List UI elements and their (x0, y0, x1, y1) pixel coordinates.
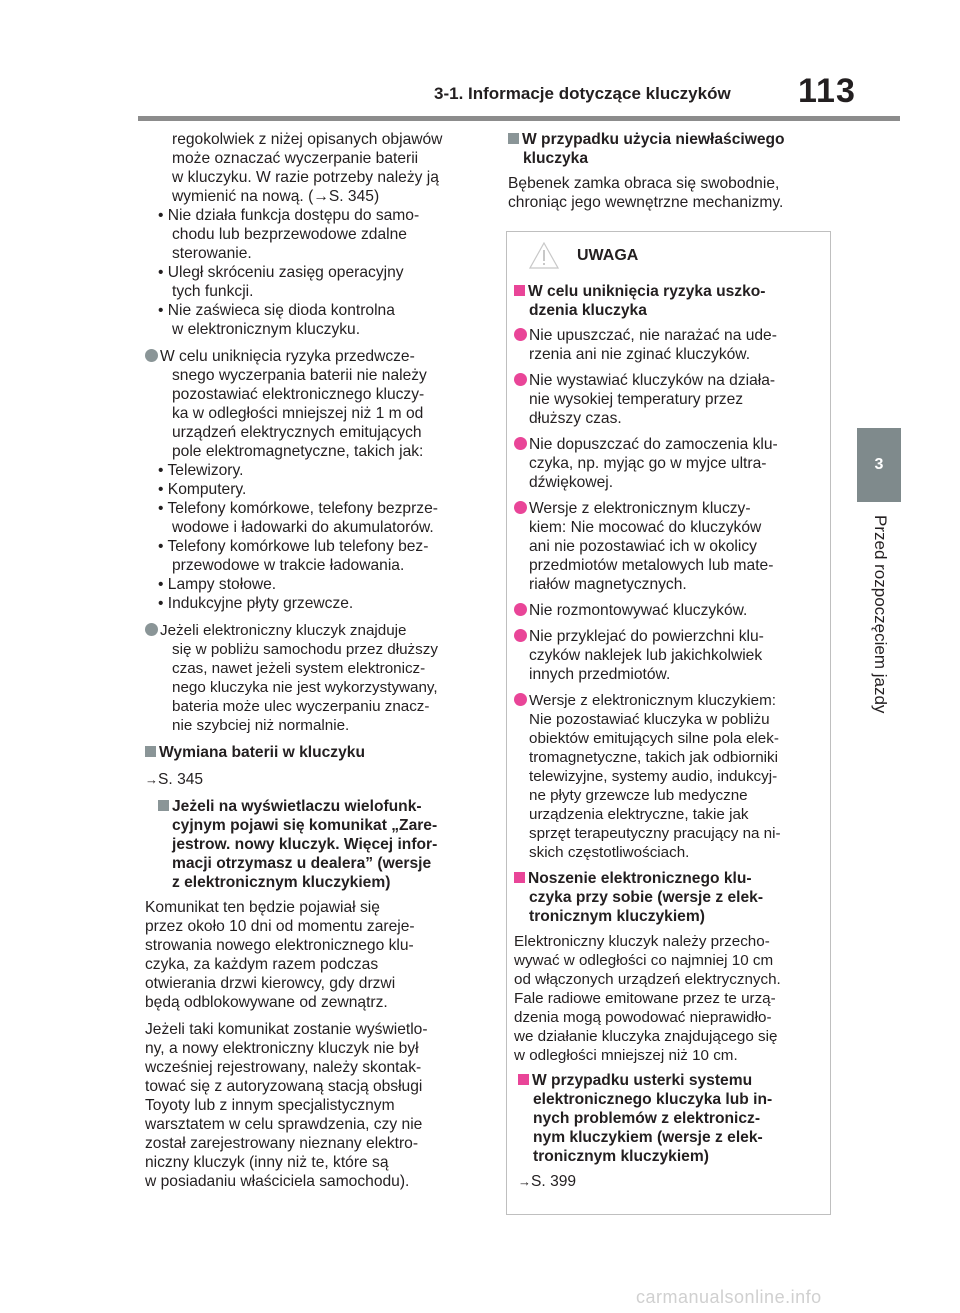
text-line: ani nie pozostawiać ich w okolicy (529, 538, 757, 555)
text-line: od włączonych urządzeń elektrycznych. (514, 971, 781, 988)
damage-heading (514, 282, 826, 320)
square-bullet-icon (508, 133, 519, 144)
message-paragraph (145, 898, 485, 1012)
text-line: we działanie kluczyka znajdującego się (514, 1028, 778, 1045)
list-item: • Telewizory. (158, 462, 244, 479)
text-line: Nie dopuszczać do zamoczenia klu- (529, 436, 778, 453)
bullet-dot-icon (145, 623, 158, 636)
list-item (145, 206, 485, 263)
chapter-tab[interactable] (857, 428, 901, 502)
text-line: otwierania drzwi kierowcy, gdy drzwi (145, 975, 396, 992)
symptom-list (145, 206, 485, 339)
text-line: tować się z autoryzowaną stacją obsługi (145, 1078, 423, 1095)
caution-item (514, 691, 826, 862)
text-line: innych przedmiotów. (529, 666, 671, 683)
text-line: skich częstotliwościach. (529, 844, 690, 861)
text-line: pole elektromagnetyczne, takich jak: (172, 443, 424, 460)
text-line: Nie wystawiać kluczyków na działa- (529, 372, 776, 389)
heading-text: elektronicznego kluczyka lub in- (533, 1091, 773, 1108)
text-line: nego kluczyka nie jest wykorzystywany, (172, 679, 438, 696)
text-line: urządzeń elektrycznych emitujących (172, 424, 422, 441)
text-line: bateria może ulec wyczerpaniu znacz- (172, 698, 430, 715)
bullet-dot-icon (514, 373, 527, 386)
text-line: przewodowe w trakcie ładowania. (172, 557, 405, 574)
bullet-dot-icon (514, 629, 527, 642)
text-line: dzenia mogą powodować nieprawidło- (514, 1009, 772, 1026)
text-line: chroniąc jego wewnętrzne mechanizmy. (508, 194, 784, 211)
battery-page-link[interactable] (145, 770, 485, 789)
text-line: w kluczyku. W razie potrzeby należy ją (172, 169, 439, 186)
text-line: czyka, za każdym razem podczas (145, 956, 379, 973)
text-line: się w pobliżu samochodu przez dłuższy (172, 641, 438, 658)
unknown-key-paragraph (145, 1020, 485, 1191)
text-line: ny, a nowy elektroniczny kluczyk nie był (145, 1040, 419, 1057)
text-line: w elektronicznym kluczyku. (172, 321, 361, 338)
bullet-dot-icon (514, 693, 527, 706)
bullet-dot-icon (514, 328, 527, 341)
chapter-number: 3 (874, 456, 884, 473)
text-line: wodowe i ładowarki do akumulatorów. (172, 519, 434, 536)
text-line: tych funkcji. (172, 283, 254, 300)
text-line: rzenia ani nie zginać kluczyków. (529, 346, 751, 363)
text-line: Elektroniczny kluczyk należy przecho- (514, 933, 770, 950)
text-line: pozostawiać elektronicznego kluczy- (172, 386, 425, 403)
bullet-dot-icon (514, 437, 527, 450)
text-line: wywać w odległości co najmniej 10 cm (514, 952, 774, 969)
caution-item (514, 326, 826, 364)
text-line: sterowanie. (172, 245, 252, 262)
text-line: urządzenia elektryczne, takie jak (529, 806, 749, 823)
text-line: został zarejestrowany nieznany elektro- (145, 1135, 419, 1152)
text-line: Nie rozmontowywać kluczyków. (529, 602, 748, 619)
text-line: dźwiękowej. (529, 474, 614, 491)
text-line: ne płyty grzewcze lub medyczne (529, 787, 748, 804)
heading-text: tronicznym kluczykiem) (529, 908, 705, 925)
text-line: snego wyczerpania baterii nie należy (172, 367, 427, 384)
text-line: Bębenek zamka obraca się swobodnie, (508, 175, 780, 192)
text-line: czyków naklejek lub jakichkolwiek (529, 647, 763, 664)
heading-text: Noszenie elektronicznego klu- (528, 870, 752, 887)
text-line: przedmiotów metalowych lub mate- (529, 557, 774, 574)
square-bullet-icon (514, 285, 525, 296)
caution-body (514, 282, 826, 1191)
near-vehicle-paragraph (145, 621, 485, 735)
text-line: Nie przyklejać do powierzchni klu- (529, 628, 764, 645)
list-item (145, 263, 485, 301)
wrong-key-heading (508, 130, 833, 168)
text-line: czyka, np. myjąc go w myjce ultra- (529, 455, 767, 472)
text-line: Wersje z elektronicznym kluczy- (529, 500, 751, 517)
text-line: warsztatem w celu sprawdzenia, czy nie (145, 1116, 423, 1133)
bullet-dot-icon (514, 603, 527, 616)
fault-heading (514, 1071, 826, 1166)
text-line: • Uległ skróceniu zasięg operacyjny (158, 264, 404, 281)
text-line: niczny kluczyk (inny niż te, które są (145, 1154, 389, 1171)
heading-text: z elektronicznym kluczykiem) (172, 874, 391, 891)
text-line: riałów magnetycznych. (529, 576, 687, 593)
text-line: Wersje z elektronicznym kluczykiem: (529, 692, 776, 709)
text-line: kiem: Nie mocować do kluczyków (529, 519, 762, 536)
text-line: • Telefony komórkowe, telefony bezprze- (158, 500, 438, 517)
heading-text: Jeżeli na wyświetlaczu wielofunk- (172, 798, 422, 815)
heading-text: nych problemów z elektronicz- (533, 1110, 761, 1127)
chapter-label: Przed rozpoczęciem jazdy (871, 515, 890, 714)
text-line: wymienić na nową. (→S. 345) (172, 188, 380, 205)
text-line: telewizyjne, systemy audio, indukcyj- (529, 768, 778, 785)
caution-item (514, 499, 826, 594)
warning-triangle-icon (529, 242, 559, 269)
page-reference: S. 345 (158, 771, 204, 788)
heading-text: kluczyka (523, 150, 589, 167)
battery-heading (145, 743, 485, 762)
caution-item (514, 601, 826, 620)
text-line: • Nie zaświeca się dioda kontrolna (158, 302, 395, 319)
text-line: Jeżeli elektroniczny kluczyk znajduje (160, 622, 407, 639)
text-line: Toyoty lub z innym specjalistycznym (145, 1097, 395, 1114)
text-line: Jeżeli taki komunikat zostanie wyświetlo- (145, 1021, 428, 1038)
text-line: W celu uniknięcia ryzyka przedwcze- (160, 348, 415, 365)
text-line: nie wysokiej temperatury przez (529, 391, 744, 408)
arrow-right-icon: → (145, 772, 158, 787)
caution-title (529, 242, 829, 269)
drain-paragraph (145, 347, 485, 461)
text-line: dłuższy czas. (529, 410, 622, 427)
heading-text: jestrow. nowy kluczyk. Więcej infor- (172, 836, 438, 853)
list-item: • Lampy stołowe. (158, 576, 277, 593)
text-line: • Telefony komórkowe lub telefony bez- (158, 538, 429, 555)
watermark: carmanualsonline.info (636, 1287, 822, 1307)
section-title: 3-1. Informacje dotyczące kluczyków (434, 84, 731, 103)
text-line: obiektów emitujących silne pola elek- (529, 730, 779, 747)
square-bullet-icon (145, 746, 156, 757)
text-line: nie szybciej niż normalnie. (172, 717, 350, 734)
heading-text: czyka przy sobie (wersje z elek- (529, 889, 764, 906)
list-item (145, 499, 485, 537)
right-column (508, 130, 833, 212)
fault-page-link[interactable] (514, 1172, 826, 1191)
bullet-dot-icon (514, 501, 527, 514)
text-line: Nie upuszczać, nie narażać na ude- (529, 327, 777, 344)
heading-text: nym kluczykiem (wersje z elek- (533, 1129, 763, 1146)
header-divider (138, 116, 900, 121)
list-item (145, 537, 485, 575)
list-item: • Komputery. (158, 481, 247, 498)
text-line: sprzęt terapeutyczny pracujący na ni- (529, 825, 781, 842)
heading-text: W przypadku usterki systemu (532, 1072, 753, 1089)
text-line: w posiadaniu właściciela samochodu). (145, 1173, 410, 1190)
text-line: może oznaczać wyczerpanie baterii (172, 150, 419, 167)
text-line: czas, nawet jeżeli system elektronicz- (172, 660, 426, 677)
square-bullet-icon (518, 1074, 529, 1085)
caution-item (514, 435, 826, 492)
heading-text: Wymiana baterii w kluczyku (159, 744, 365, 761)
heading-text: dzenia kluczyka (529, 302, 647, 319)
text-line: regokolwiek z niżej opisanych objawów (172, 131, 443, 148)
text-line: tromagnetyczne, takich jak odbiorniki (529, 749, 779, 766)
heading-text: cyjnym pojawi się komunikat „Zare- (172, 817, 438, 834)
text-line: • Nie działa funkcja dostępu do samo- (158, 207, 420, 224)
carry-heading (514, 869, 826, 926)
text-line: w odległości mniejszej niż 10 cm. (514, 1047, 738, 1064)
text-line: przez około 10 dni od momentu zareje- (145, 918, 415, 935)
caution-label: UWAGA (577, 246, 639, 264)
left-column (145, 130, 485, 1191)
display-message-heading (145, 797, 485, 892)
page-number: 113 (798, 72, 856, 110)
intro-paragraph (145, 130, 485, 206)
page-reference: S. 399 (531, 1173, 577, 1190)
device-list (145, 461, 485, 613)
heading-text: tronicznym kluczykiem) (533, 1148, 709, 1165)
square-bullet-icon (514, 872, 525, 883)
arrow-right-icon: → (518, 1174, 531, 1189)
carry-paragraph (514, 932, 826, 1065)
text-line: Fale radiowe emitowane przez te urzą- (514, 990, 776, 1007)
text-line: strowania nowego elektronicznego klu- (145, 937, 414, 954)
text-line: Komunikat ten będzie pojawiał się (145, 899, 380, 916)
heading-text: macji otrzymasz u dealera” (wersje (172, 855, 432, 872)
heading-text: W celu uniknięcia ryzyka uszko- (528, 283, 766, 300)
bullet-dot-icon (145, 349, 158, 362)
text-line: wcześniej rejestrowany, należy skontak- (145, 1059, 422, 1076)
text-line: Nie pozostawiać kluczyka w pobliżu (529, 711, 770, 728)
text-line: chodu lub bezprzewodowe zdalne (172, 226, 407, 243)
text-line: będą odblokowywane od zewnątrz. (145, 994, 388, 1011)
heading-text: W przypadku użycia niewłaściwego (522, 131, 785, 148)
caution-item (514, 371, 826, 428)
cylinder-paragraph (508, 174, 833, 212)
text-line: ka w odległości mniejszej niż 1 m od (172, 405, 424, 422)
caution-item (514, 627, 826, 684)
list-item (145, 301, 485, 339)
list-item: • Indukcyjne płyty grzewcze. (158, 595, 354, 612)
square-bullet-icon (158, 800, 169, 811)
